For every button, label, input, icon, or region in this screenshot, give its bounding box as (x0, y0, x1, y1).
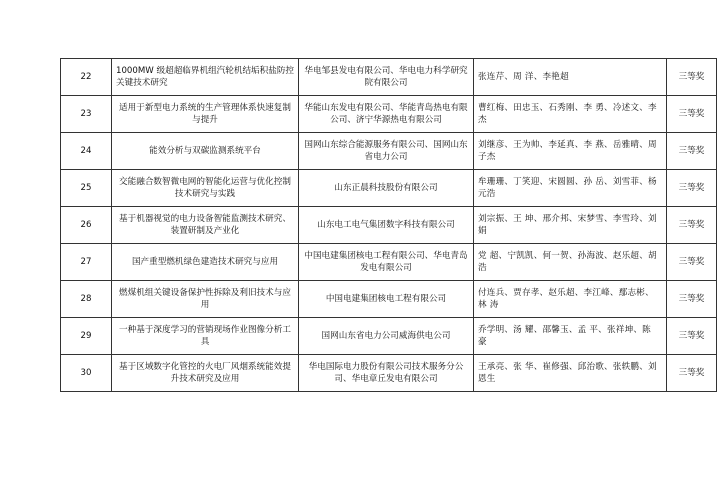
table-row (61, 318, 717, 355)
completing-people: 张连芹、周 洋、李艳超 (474, 59, 667, 96)
completing-unit: 中国电建集团核电工程有限公司、华电青岛发电有限公司 (299, 244, 474, 281)
award-level: 三等奖 (667, 170, 717, 207)
table-row (61, 59, 717, 96)
completing-people: 党 超、宁凯凯、何一贺、孙海波、赵乐超、胡 浩 (474, 244, 667, 281)
completing-people: 曹红梅、田忠玉、石秀刚、李 勇、冷述文、李 杰 (474, 96, 667, 133)
row-number: 22 (61, 59, 112, 96)
row-number: 25 (61, 170, 112, 207)
table-row (61, 133, 717, 170)
award-level: 三等奖 (667, 244, 717, 281)
table-row (61, 281, 717, 318)
row-number: 29 (61, 318, 112, 355)
award-level: 三等奖 (667, 59, 717, 96)
row-number: 23 (61, 96, 112, 133)
completing-unit: 国网山东综合能源服务有限公司、国网山东省电力公司 (299, 133, 474, 170)
project-title: 国产重型燃机绿色建造技术研究与应用 (112, 244, 299, 281)
completing-people: 刘继彦、王为帅、李延真、李 燕、岳雅晴、周子杰 (474, 133, 667, 170)
project-title: 一种基于深度学习的营销现场作业图像分析工具 (112, 318, 299, 355)
project-title: 燃煤机组关键设备保护性拆除及利旧技术与应用 (112, 281, 299, 318)
project-title: 基于区域数字化管控的火电厂风烟系统能效提升技术研究及应用 (112, 355, 299, 392)
table-row (61, 170, 717, 207)
award-level: 三等奖 (667, 96, 717, 133)
row-number: 27 (61, 244, 112, 281)
completing-unit: 山东正晨科技股份有限公司 (299, 170, 474, 207)
table-row (61, 355, 717, 392)
award-table (60, 58, 717, 392)
row-number: 26 (61, 207, 112, 244)
completing-unit: 华能山东发电有限公司、华能青岛热电有限公司、济宁华源热电有限公司 (299, 96, 474, 133)
row-number: 28 (61, 281, 112, 318)
award-level: 三等奖 (667, 207, 717, 244)
row-number: 24 (61, 133, 112, 170)
completing-people: 付连兵、贾存孝、赵乐超、李江峰、鄢志彬、林 涛 (474, 281, 667, 318)
table-row (61, 96, 717, 133)
completing-unit: 山东电工电气集团数字科技有限公司 (299, 207, 474, 244)
project-title: 交能融合数智微电网的智能化运营与优化控制技术研究与实践 (112, 170, 299, 207)
award-level: 三等奖 (667, 281, 717, 318)
row-number: 30 (61, 355, 112, 392)
completing-people: 王承亮、张 华、崔修强、邱治歌、张轶鹏、刘恩生 (474, 355, 667, 392)
table-row (61, 207, 717, 244)
award-level: 三等奖 (667, 133, 717, 170)
award-level: 三等奖 (667, 318, 717, 355)
completing-people: 牟珊珊、丁笑迎、宋圆圆、孙 岳、刘雪菲、杨元浩 (474, 170, 667, 207)
completing-unit: 中国电建集团核电工程有限公司 (299, 281, 474, 318)
award-level: 三等奖 (667, 355, 717, 392)
completing-unit: 华电国际电力股份有限公司技术服务分公司、华电章丘发电有限公司 (299, 355, 474, 392)
completing-unit: 国网山东省电力公司威海供电公司 (299, 318, 474, 355)
table-row (61, 244, 717, 281)
completing-people: 刘宗振、王 坤、邢介邦、宋梦雪、李雪玲、刘 娟 (474, 207, 667, 244)
project-title: 1000MW 级超超临界机组汽轮机结垢积盐防控关键技术研究 (112, 59, 299, 96)
completing-people: 乔学明、汤 耀、邵馨玉、孟 平、张祥坤、陈 豪 (474, 318, 667, 355)
project-title: 基于机器视觉的电力设备智能监测技术研究、装置研制及产业化 (112, 207, 299, 244)
project-title: 适用于新型电力系统的生产管理体系快速复制与提升 (112, 96, 299, 133)
completing-unit: 华电邹县发电有限公司、华电电力科学研究院有限公司 (299, 59, 474, 96)
project-title: 能效分析与双碳监测系统平台 (112, 133, 299, 170)
